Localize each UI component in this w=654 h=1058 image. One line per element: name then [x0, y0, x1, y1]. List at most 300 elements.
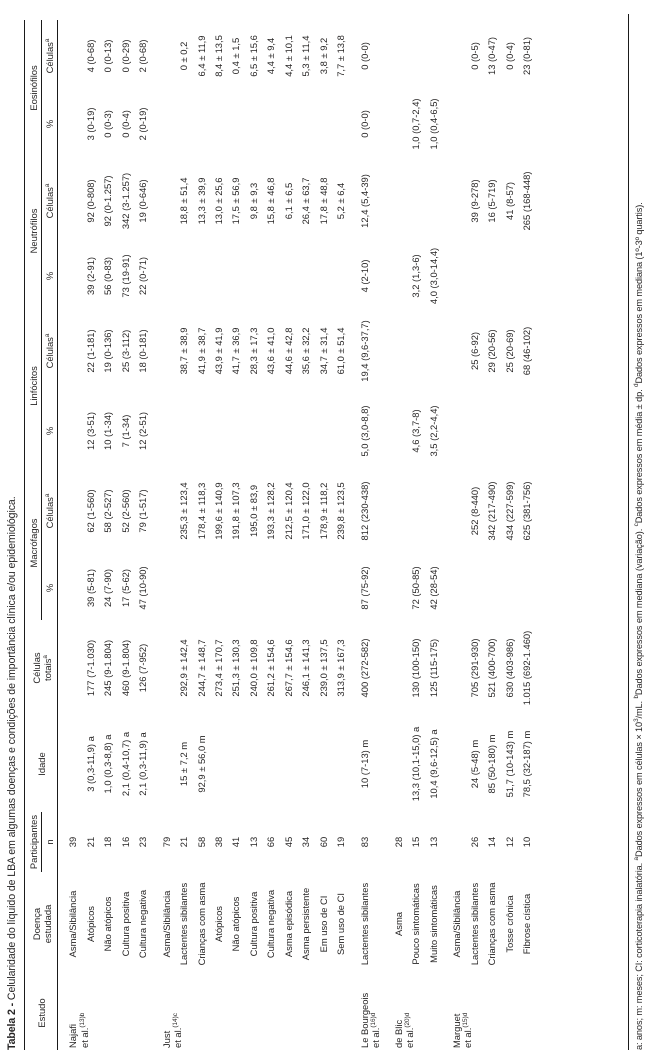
value-cell: [518, 396, 535, 466]
value-cell: 13 (0-47): [486, 36, 498, 75]
value-cell: [384, 556, 407, 620]
disease-cell: Tosse crônica: [503, 895, 515, 953]
table-row: [245, 20, 262, 1050]
value-cell: 43,9 ± 41,9: [212, 327, 224, 375]
value-cell: [262, 556, 279, 620]
value-cell: 10 (7-13) m: [358, 739, 370, 789]
value-cell: [210, 92, 227, 156]
value-cell: 38: [212, 836, 224, 848]
value-cell: 434 (227-599): [503, 481, 515, 541]
value-cell: 273,4 ± 170,7: [212, 639, 224, 697]
value-cell: 0 (0-0): [358, 110, 370, 138]
disease-cell: Asma: [392, 912, 404, 936]
value-cell: [483, 556, 500, 620]
disease-cell: Em uso de CI: [317, 895, 329, 953]
value-cell: 4 (2-10): [358, 259, 370, 293]
table-label: Tabela 2 -: [6, 1000, 18, 1050]
value-cell: [500, 556, 517, 620]
table-row: [175, 20, 192, 1050]
value-cell: [262, 92, 279, 156]
value-cell: 12: [503, 836, 515, 848]
value-cell: 15 ± 7,2 m: [178, 741, 190, 787]
value-cell: [384, 156, 407, 246]
value-cell: [407, 20, 424, 92]
value-cell: 342 (3-1.257): [119, 172, 131, 230]
value-cell: [262, 246, 279, 306]
table-row: [99, 20, 116, 1050]
value-cell: [210, 246, 227, 306]
disease-cell: Cultura negativa: [137, 889, 149, 959]
table-row: [465, 20, 482, 1050]
value-cell: [245, 396, 262, 466]
value-cell: [152, 20, 175, 92]
value-cell: 3,2 (1,3-6): [410, 254, 422, 298]
disease-cell: Sem uso de CI: [335, 893, 347, 956]
disease-cell: Atópicos: [84, 906, 96, 942]
value-cell: 52 (2-560): [119, 489, 131, 533]
value-cell: [332, 396, 349, 466]
disease-cell: Lactentes sibilantes: [178, 882, 190, 966]
disease-cell: Lactentes sibilantes: [358, 882, 370, 966]
value-cell: 10 (1-34): [102, 411, 114, 451]
value-cell: 9,8 ± 9,3: [247, 182, 259, 220]
value-cell: 85 (50-180) m: [486, 734, 498, 794]
value-cell: 812 (230-438): [358, 481, 370, 541]
value-cell: [384, 92, 407, 156]
value-cell: 0 (0-0): [358, 42, 370, 70]
value-cell: 13,3 (10,1-15,0) a: [410, 726, 422, 802]
value-cell: 630 (403-986): [503, 638, 515, 698]
value-cell: 1,0 (0,7-2,4): [410, 98, 422, 150]
value-cell: 68 (46-102): [521, 326, 533, 376]
disease-cell: Asma/Sibilância: [160, 890, 172, 958]
value-cell: [384, 620, 407, 716]
table-row: [227, 20, 244, 1050]
value-cell: 1,0 (0,4-6,5): [427, 98, 439, 150]
value-cell: [58, 396, 82, 466]
column-header: Eosinófilos: [25, 20, 42, 156]
value-cell: [227, 396, 244, 466]
value-cell: 19 (0-136): [102, 329, 114, 373]
value-cell: 0 (0-4): [503, 42, 515, 70]
value-cell: [175, 396, 192, 466]
value-cell: 126 (7-952): [137, 643, 149, 693]
value-cell: 1,0 (0,3-8,8) a: [102, 734, 114, 794]
value-cell: 38,7 ± 38,9: [178, 327, 190, 375]
column-header: Células$^a$: [44, 333, 56, 369]
value-cell: [58, 92, 82, 156]
value-cell: 4,0 (3,0-14,4): [427, 247, 439, 305]
value-cell: 2,1 (0,4-10,7) a: [119, 731, 131, 797]
value-cell: [245, 556, 262, 620]
value-cell: [384, 466, 407, 556]
column-header: Linfócitos: [25, 306, 42, 466]
value-cell: 0 (0-29): [119, 39, 131, 73]
disease-cell: Crianças com asma: [486, 882, 498, 966]
value-cell: [297, 246, 314, 306]
table-header: [25, 20, 58, 1050]
value-cell: 625 (381-756): [521, 481, 533, 541]
value-cell: 56 (0-83): [102, 256, 114, 295]
value-cell: 23: [137, 836, 149, 848]
value-cell: [465, 396, 482, 466]
value-cell: [152, 396, 175, 466]
value-cell: 342 (217-490): [486, 481, 498, 541]
value-cell: [152, 92, 175, 156]
table-row: [442, 20, 465, 1050]
value-cell: [384, 20, 407, 92]
value-cell: [152, 716, 175, 812]
column-header: Participantes: [25, 812, 42, 872]
value-cell: [500, 246, 517, 306]
column-header: Células$^a$: [44, 38, 56, 74]
value-cell: [465, 92, 482, 156]
value-cell: [210, 556, 227, 620]
value-cell: [175, 556, 192, 620]
value-cell: 400 (272-582): [358, 638, 370, 698]
value-cell: 13,0 ± 25,6: [212, 177, 224, 225]
value-cell: [58, 556, 82, 620]
table-row: [407, 20, 424, 1050]
value-cell: 18 (0-181): [137, 329, 149, 373]
value-cell: 19,4 (9,6-37,7): [358, 320, 370, 382]
value-cell: 29 (20-56): [486, 329, 498, 373]
value-cell: 4,4 ± 10,1: [282, 35, 294, 77]
table-row: [350, 20, 384, 1050]
value-cell: [152, 246, 175, 306]
value-cell: [192, 396, 209, 466]
disease-cell: Asma/Sibilância: [67, 890, 79, 958]
value-cell: [227, 92, 244, 156]
value-cell: [227, 246, 244, 306]
disease-cell: Cultura negativa: [265, 889, 277, 959]
value-cell: [152, 466, 175, 556]
value-cell: 0 (0-13): [102, 39, 114, 73]
value-cell: 5,3 ± 11,4: [300, 35, 312, 77]
value-cell: 5,0 (3,0-8,8): [358, 405, 370, 457]
value-cell: [315, 396, 332, 466]
value-cell: 24 (5-48) m: [468, 739, 480, 789]
value-cell: 92,9 ± 56,0 m: [195, 735, 207, 793]
disease-cell: Muito sintomáticas: [427, 885, 439, 963]
disease-cell: Fibrose cística: [521, 893, 533, 955]
value-cell: 0 (0-4): [119, 110, 131, 138]
disease-cell: Asma/Sibilância: [451, 890, 463, 958]
value-cell: 15: [410, 836, 422, 848]
table-caption: Celularidade do líquido de LBA em algumas doenças e condições de importância clínica e/ou epidemiológica.: [6, 496, 18, 1001]
value-cell: 24 (7-90): [102, 568, 114, 608]
value-cell: 58 (2-527): [102, 489, 114, 533]
value-cell: 1.015 (692-1.460): [521, 630, 533, 706]
value-cell: [58, 716, 82, 812]
value-cell: 39 (9-278): [468, 179, 480, 223]
value-cell: 73 (19-91): [119, 254, 131, 298]
value-cell: [58, 20, 82, 92]
value-cell: 130 (100-150): [410, 638, 422, 698]
value-cell: 25 (6-92): [468, 331, 480, 370]
value-cell: [152, 620, 175, 716]
value-cell: 19: [335, 836, 347, 848]
value-cell: 178,9 ± 118,2: [317, 482, 329, 540]
value-cell: [483, 92, 500, 156]
value-cell: 22 (0-71): [137, 256, 149, 295]
column-header: Idade: [36, 752, 48, 776]
value-cell: 6,1 ± 6,5: [282, 182, 294, 220]
value-cell: 14: [486, 836, 498, 848]
table-body: [58, 20, 535, 1050]
value-cell: 0 (0-3): [102, 110, 114, 138]
value-cell: 47 (10-90): [137, 566, 149, 610]
value-cell: 2,1 (0,3-11,9) a: [137, 732, 149, 796]
disease-cell: Lactentes sibilantes: [468, 882, 480, 966]
value-cell: 17,8 ± 48,8: [317, 177, 329, 225]
value-cell: [384, 396, 407, 466]
value-cell: 177 (7-1.030): [84, 639, 96, 697]
value-cell: 15,8 ± 46,8: [265, 177, 277, 225]
value-cell: 7 (1-34): [119, 414, 131, 448]
value-cell: 79: [160, 836, 172, 848]
value-cell: 26: [468, 836, 480, 848]
value-cell: 7,7 ± 13,8: [335, 35, 347, 77]
value-cell: 17 (5-62): [119, 568, 131, 608]
column-header: Doença estudada: [30, 904, 53, 944]
value-cell: 5,2 ± 6,4: [335, 182, 347, 220]
disease-cell: Atópicos: [212, 906, 224, 942]
study-cell: Najafi et al.$^{(13)b}$: [67, 1012, 90, 1048]
disease-cell: Asma persistente: [300, 887, 312, 961]
value-cell: 0 (0-5): [468, 42, 480, 70]
value-cell: 28,3 ± 17,3: [247, 327, 259, 375]
table-footnote: [628, 14, 646, 1050]
value-cell: 212,5 ± 120,4: [282, 482, 294, 540]
value-cell: [332, 246, 349, 306]
value-cell: [227, 716, 244, 812]
value-cell: [442, 620, 465, 716]
value-cell: 193,3 ± 128,2: [265, 482, 277, 540]
value-cell: 705 (291-930): [468, 638, 480, 698]
value-cell: [210, 396, 227, 466]
value-cell: 13: [427, 836, 439, 848]
value-cell: 28: [392, 836, 404, 848]
value-cell: 39 (2-91): [84, 256, 96, 295]
data-table: [24, 20, 535, 1050]
value-cell: 252 (8-440): [468, 486, 480, 536]
value-cell: [465, 556, 482, 620]
value-cell: [58, 306, 82, 396]
value-cell: 292,9 ± 142,4: [178, 639, 190, 697]
table-row: [192, 20, 209, 1050]
value-cell: 42 (28-54): [427, 566, 439, 610]
value-cell: 460 (9-1.804): [119, 639, 131, 697]
table-row: [483, 20, 500, 1050]
value-cell: 60: [317, 836, 329, 848]
value-cell: 12 (2-51): [137, 411, 149, 451]
value-cell: [483, 396, 500, 466]
value-cell: 18: [102, 836, 114, 848]
value-cell: 39: [67, 836, 79, 848]
value-cell: [315, 556, 332, 620]
value-cell: [175, 246, 192, 306]
value-cell: [384, 246, 407, 306]
column-header: %: [44, 583, 56, 593]
value-cell: 87 (75-92): [358, 566, 370, 610]
column-header: Células$^a$: [44, 493, 56, 529]
value-cell: [297, 556, 314, 620]
value-cell: 0,4 ± 1,5: [230, 37, 242, 75]
column-header: n: [44, 839, 56, 845]
value-cell: 245 (9-1.804): [102, 639, 114, 697]
value-cell: [245, 716, 262, 812]
footnote-text: a: anos; m: meses; CI: corticoterapia inalatória. $^a$Dados expressos em células × $10^3/mL$. $^b$Dados expressos em mediana (variação). $^c$Dados expressos em média ± dp. $^d$Dados expressos em mediana (1º-3º quartis).: [633, 202, 645, 1050]
table-title: [6, 10, 19, 1050]
value-cell: 44,6 ± 42,8: [282, 327, 294, 375]
disease-cell: Crianças com asma: [195, 882, 207, 966]
table-row: [152, 20, 175, 1050]
value-cell: 4,6 (3,7-8): [410, 409, 422, 453]
value-cell: 41 (8-57): [503, 181, 515, 220]
study-cell: Marguet et al.$^{(15)d}$: [451, 1012, 474, 1048]
value-cell: [500, 92, 517, 156]
value-cell: [280, 716, 297, 812]
value-cell: [315, 716, 332, 812]
value-cell: 3 (0-19): [84, 107, 96, 141]
value-cell: 178,4 ± 118,3: [195, 482, 207, 540]
disease-cell: Não atópicos: [230, 896, 242, 952]
value-cell: [332, 556, 349, 620]
value-cell: 3,5 (2,2-4,4): [427, 405, 439, 457]
value-cell: [262, 716, 279, 812]
value-cell: 13,3 ± 39,9: [195, 177, 207, 225]
value-cell: [442, 812, 465, 872]
value-cell: 25 (20-69): [503, 329, 515, 373]
value-cell: 8,4 ± 13,5: [212, 35, 224, 77]
value-cell: [152, 556, 175, 620]
value-cell: [58, 156, 82, 246]
value-cell: [280, 246, 297, 306]
value-cell: 41,7 ± 36,9: [230, 327, 242, 375]
table-row: [280, 20, 297, 1050]
value-cell: 34,7 ± 31,4: [317, 327, 329, 375]
value-cell: 12,4 (5,4-39): [358, 174, 370, 228]
value-cell: [425, 156, 442, 246]
value-cell: 261,2 ± 154,6: [265, 639, 277, 697]
value-cell: 239,0 ± 137,5: [317, 639, 329, 697]
value-cell: 23 (0-81): [521, 36, 533, 75]
column-header: Neutrófilos: [25, 156, 42, 306]
value-cell: 313,9 ± 167,3: [335, 639, 347, 697]
disease-cell: Pouco sintomáticas: [410, 883, 422, 965]
value-cell: [227, 556, 244, 620]
value-cell: 79 (1-517): [137, 489, 149, 533]
column-header: Estudo: [36, 998, 48, 1028]
value-cell: [280, 92, 297, 156]
value-cell: 41: [230, 836, 242, 848]
table-row: [500, 20, 517, 1050]
value-cell: [297, 716, 314, 812]
value-cell: 239,8 ± 123,5: [335, 482, 347, 540]
value-cell: 16 (5-719): [486, 179, 498, 223]
value-cell: 35,6 ± 32,2: [300, 327, 312, 375]
column-header: %: [44, 426, 56, 436]
value-cell: [245, 246, 262, 306]
disease-cell: Cultura positiva: [247, 891, 259, 957]
value-cell: 45: [282, 836, 294, 848]
value-cell: [332, 716, 349, 812]
value-cell: 6,4 ± 11,9: [195, 35, 207, 77]
value-cell: 58: [195, 836, 207, 848]
value-cell: [262, 396, 279, 466]
value-cell: [384, 716, 407, 812]
value-cell: 235,3 ± 123,4: [178, 482, 190, 540]
value-cell: 521 (400-700): [486, 638, 498, 698]
value-cell: [483, 246, 500, 306]
value-cell: [192, 92, 209, 156]
table-row: [262, 20, 279, 1050]
value-cell: [152, 156, 175, 246]
value-cell: [442, 92, 465, 156]
value-cell: [407, 306, 424, 396]
value-cell: 92 (0-808): [84, 179, 96, 223]
value-cell: [425, 306, 442, 396]
value-cell: [407, 466, 424, 556]
table-row: [425, 20, 442, 1050]
value-cell: 72 (50-85): [410, 566, 422, 610]
value-cell: [518, 246, 535, 306]
value-cell: [58, 246, 82, 306]
table-row: [332, 20, 349, 1050]
value-cell: [175, 92, 192, 156]
value-cell: 22 (1-181): [84, 329, 96, 373]
table-row: [384, 20, 407, 1050]
value-cell: 83: [358, 836, 370, 848]
value-cell: 78,5 (32-187) m: [521, 730, 533, 798]
value-cell: 265 (168-448): [521, 171, 533, 231]
value-cell: 25 (3-112): [119, 329, 131, 373]
table-row: [117, 20, 134, 1050]
value-cell: 92 (0-1.257): [102, 175, 114, 227]
value-cell: [442, 156, 465, 246]
column-header: Células totais$^a$: [30, 652, 53, 684]
value-cell: [58, 466, 82, 556]
value-cell: 267,7 ± 154,6: [282, 639, 294, 697]
value-cell: [442, 20, 465, 92]
value-cell: 13: [247, 836, 259, 848]
disease-cell: Não atópicos: [102, 896, 114, 952]
value-cell: 240,0 ± 109,8: [247, 639, 259, 697]
value-cell: 244,7 ± 148,7: [195, 639, 207, 697]
value-cell: 16: [119, 836, 131, 848]
value-cell: [407, 156, 424, 246]
value-cell: [58, 620, 82, 716]
value-cell: 17,5 ± 56,9: [230, 177, 242, 225]
table-row: [134, 20, 151, 1050]
value-cell: [210, 716, 227, 812]
value-cell: [280, 396, 297, 466]
value-cell: 3,8 ± 9,2: [317, 37, 329, 75]
table-row: [82, 20, 99, 1050]
value-cell: 4,4 ± 9,4: [265, 37, 277, 75]
value-cell: [315, 92, 332, 156]
value-cell: 51,7 (10-143) m: [503, 730, 515, 798]
study-cell: de Blic et al.$^{(20)d}$: [392, 1012, 416, 1048]
value-cell: [465, 246, 482, 306]
value-cell: 62 (1-560): [84, 489, 96, 533]
value-cell: 61,0 ± 51,4: [335, 327, 347, 375]
value-cell: [297, 92, 314, 156]
value-cell: 21: [84, 836, 96, 848]
value-cell: 10: [521, 836, 533, 848]
value-cell: [442, 716, 465, 812]
